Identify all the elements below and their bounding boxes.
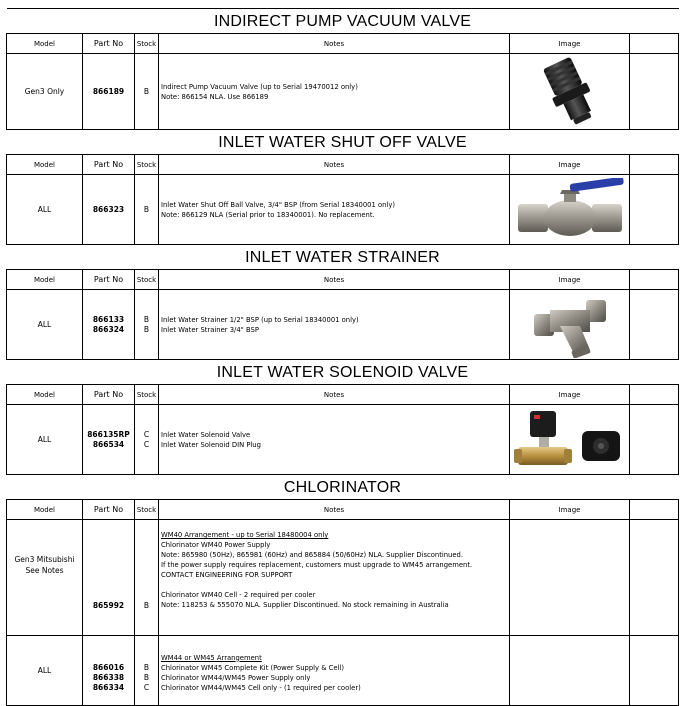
model-cell: ALL	[7, 175, 83, 245]
table-row	[7, 405, 679, 475]
stock-cell: C C	[135, 405, 159, 475]
header-part-no: Part No	[83, 155, 135, 175]
header-notes: Notes	[159, 270, 510, 290]
part-no-cell: 866189	[83, 54, 135, 130]
stock-cell: B	[135, 175, 159, 245]
model-cell: ALL	[7, 290, 83, 360]
header-row	[7, 34, 679, 54]
model-cell: Gen3 Only	[7, 54, 83, 130]
part-no-cell: 866323	[83, 175, 135, 245]
header-image: Image	[510, 155, 630, 175]
part-no-cell: 865992	[83, 520, 135, 636]
header-model: Model	[7, 500, 83, 520]
header-image: Image	[510, 500, 630, 520]
header-part-no: Part No	[83, 385, 135, 405]
header-image: Image	[510, 385, 630, 405]
section-title: INLET WATER SOLENOID VALVE	[7, 360, 679, 385]
model-cell: ALL	[7, 405, 83, 475]
table-row	[7, 636, 679, 706]
notes-cell: Inlet Water Solenoid Valve Inlet Water Solenoid DIN Plug	[159, 405, 510, 475]
header-model: Model	[7, 385, 83, 405]
vacuum-valve-image	[510, 54, 630, 130]
header-part-no: Part No	[83, 270, 135, 290]
notes-cell: WM44 or WM45 Arrangement Chlorinator WM45 Complete Kit (Power Supply & Cell) Chlorinator WM44/WM45 Power Supply only Chlorinator WM44/WM45 Cell only - (1 required per cooler)	[159, 636, 510, 706]
header-row	[7, 385, 679, 405]
table-row	[7, 175, 679, 245]
table-row	[7, 520, 679, 636]
part-no-cell: 866133 866324	[83, 290, 135, 360]
header-notes: Notes	[159, 34, 510, 54]
section-title: INDIRECT PUMP VACUUM VALVE	[7, 9, 679, 34]
header-model: Model	[7, 155, 83, 175]
section-title: INLET WATER SHUT OFF VALVE	[7, 130, 679, 155]
header-stock: Stock	[135, 500, 159, 520]
stock-cell: B	[135, 54, 159, 130]
table-row	[7, 54, 679, 130]
table-row	[7, 290, 679, 360]
header-image: Image	[510, 270, 630, 290]
stock-cell: B	[135, 520, 159, 636]
header-row	[7, 155, 679, 175]
solenoid-image	[510, 405, 630, 475]
header-image: Image	[510, 34, 630, 54]
ball-valve-image	[510, 175, 630, 245]
notes-cell: Indirect Pump Vacuum Valve (up to Serial 19470012 only) Note: 866154 NLA. Use 866189	[159, 54, 510, 130]
part-no-cell: 866135RP 866534	[83, 405, 135, 475]
part-no-cell: 866016 866338 866334	[83, 636, 135, 706]
header-stock: Stock	[135, 34, 159, 54]
header-model: Model	[7, 34, 83, 54]
section-title: INLET WATER STRAINER	[7, 245, 679, 270]
section-title: CHLORINATOR	[7, 475, 679, 500]
header-notes: Notes	[159, 500, 510, 520]
header-stock: Stock	[135, 155, 159, 175]
parts-table	[6, 8, 679, 706]
header-row	[7, 270, 679, 290]
header-part-no: Part No	[83, 500, 135, 520]
header-stock: Stock	[135, 385, 159, 405]
header-model: Model	[7, 270, 83, 290]
parts-sheet	[6, 8, 678, 706]
header-notes: Notes	[159, 385, 510, 405]
strainer-image	[510, 290, 630, 360]
model-cell: Gen3 Mitsubishi See Notes	[7, 520, 83, 636]
header-notes: Notes	[159, 155, 510, 175]
header-stock: Stock	[135, 270, 159, 290]
header-part-no: Part No	[83, 34, 135, 54]
model-cell: ALL	[7, 636, 83, 706]
notes-cell: WM40 Arrangement - up to Serial 18480004 only Chlorinator WM40 Power Supply Note: 865980 (50Hz), 865981 (60Hz) and 865884 (50/60Hz) NLA. Supplier Discontinued. If the power supply requires replacement, customers must upgrade to WM45 arrangement. CONTACT ENGINEERING FOR SUPPORT Chlorinator WM40 Cell - 2 required per cooler Note: 118253 & 555070 NLA. Supplier Discontinued. No stock remaining in Australia	[159, 520, 510, 636]
header-row	[7, 500, 679, 520]
notes-cell: Inlet Water Strainer 1/2" BSP (up to Serial 18340001 only) Inlet Water Strainer 3/4" BSP	[159, 290, 510, 360]
stock-cell: B B	[135, 290, 159, 360]
stock-cell: B B C	[135, 636, 159, 706]
notes-cell: Inlet Water Shut Off Ball Valve, 3/4" BSP (from Serial 18340001 only) Note: 866129 NLA (Serial prior to 18340001). No replacement.	[159, 175, 510, 245]
